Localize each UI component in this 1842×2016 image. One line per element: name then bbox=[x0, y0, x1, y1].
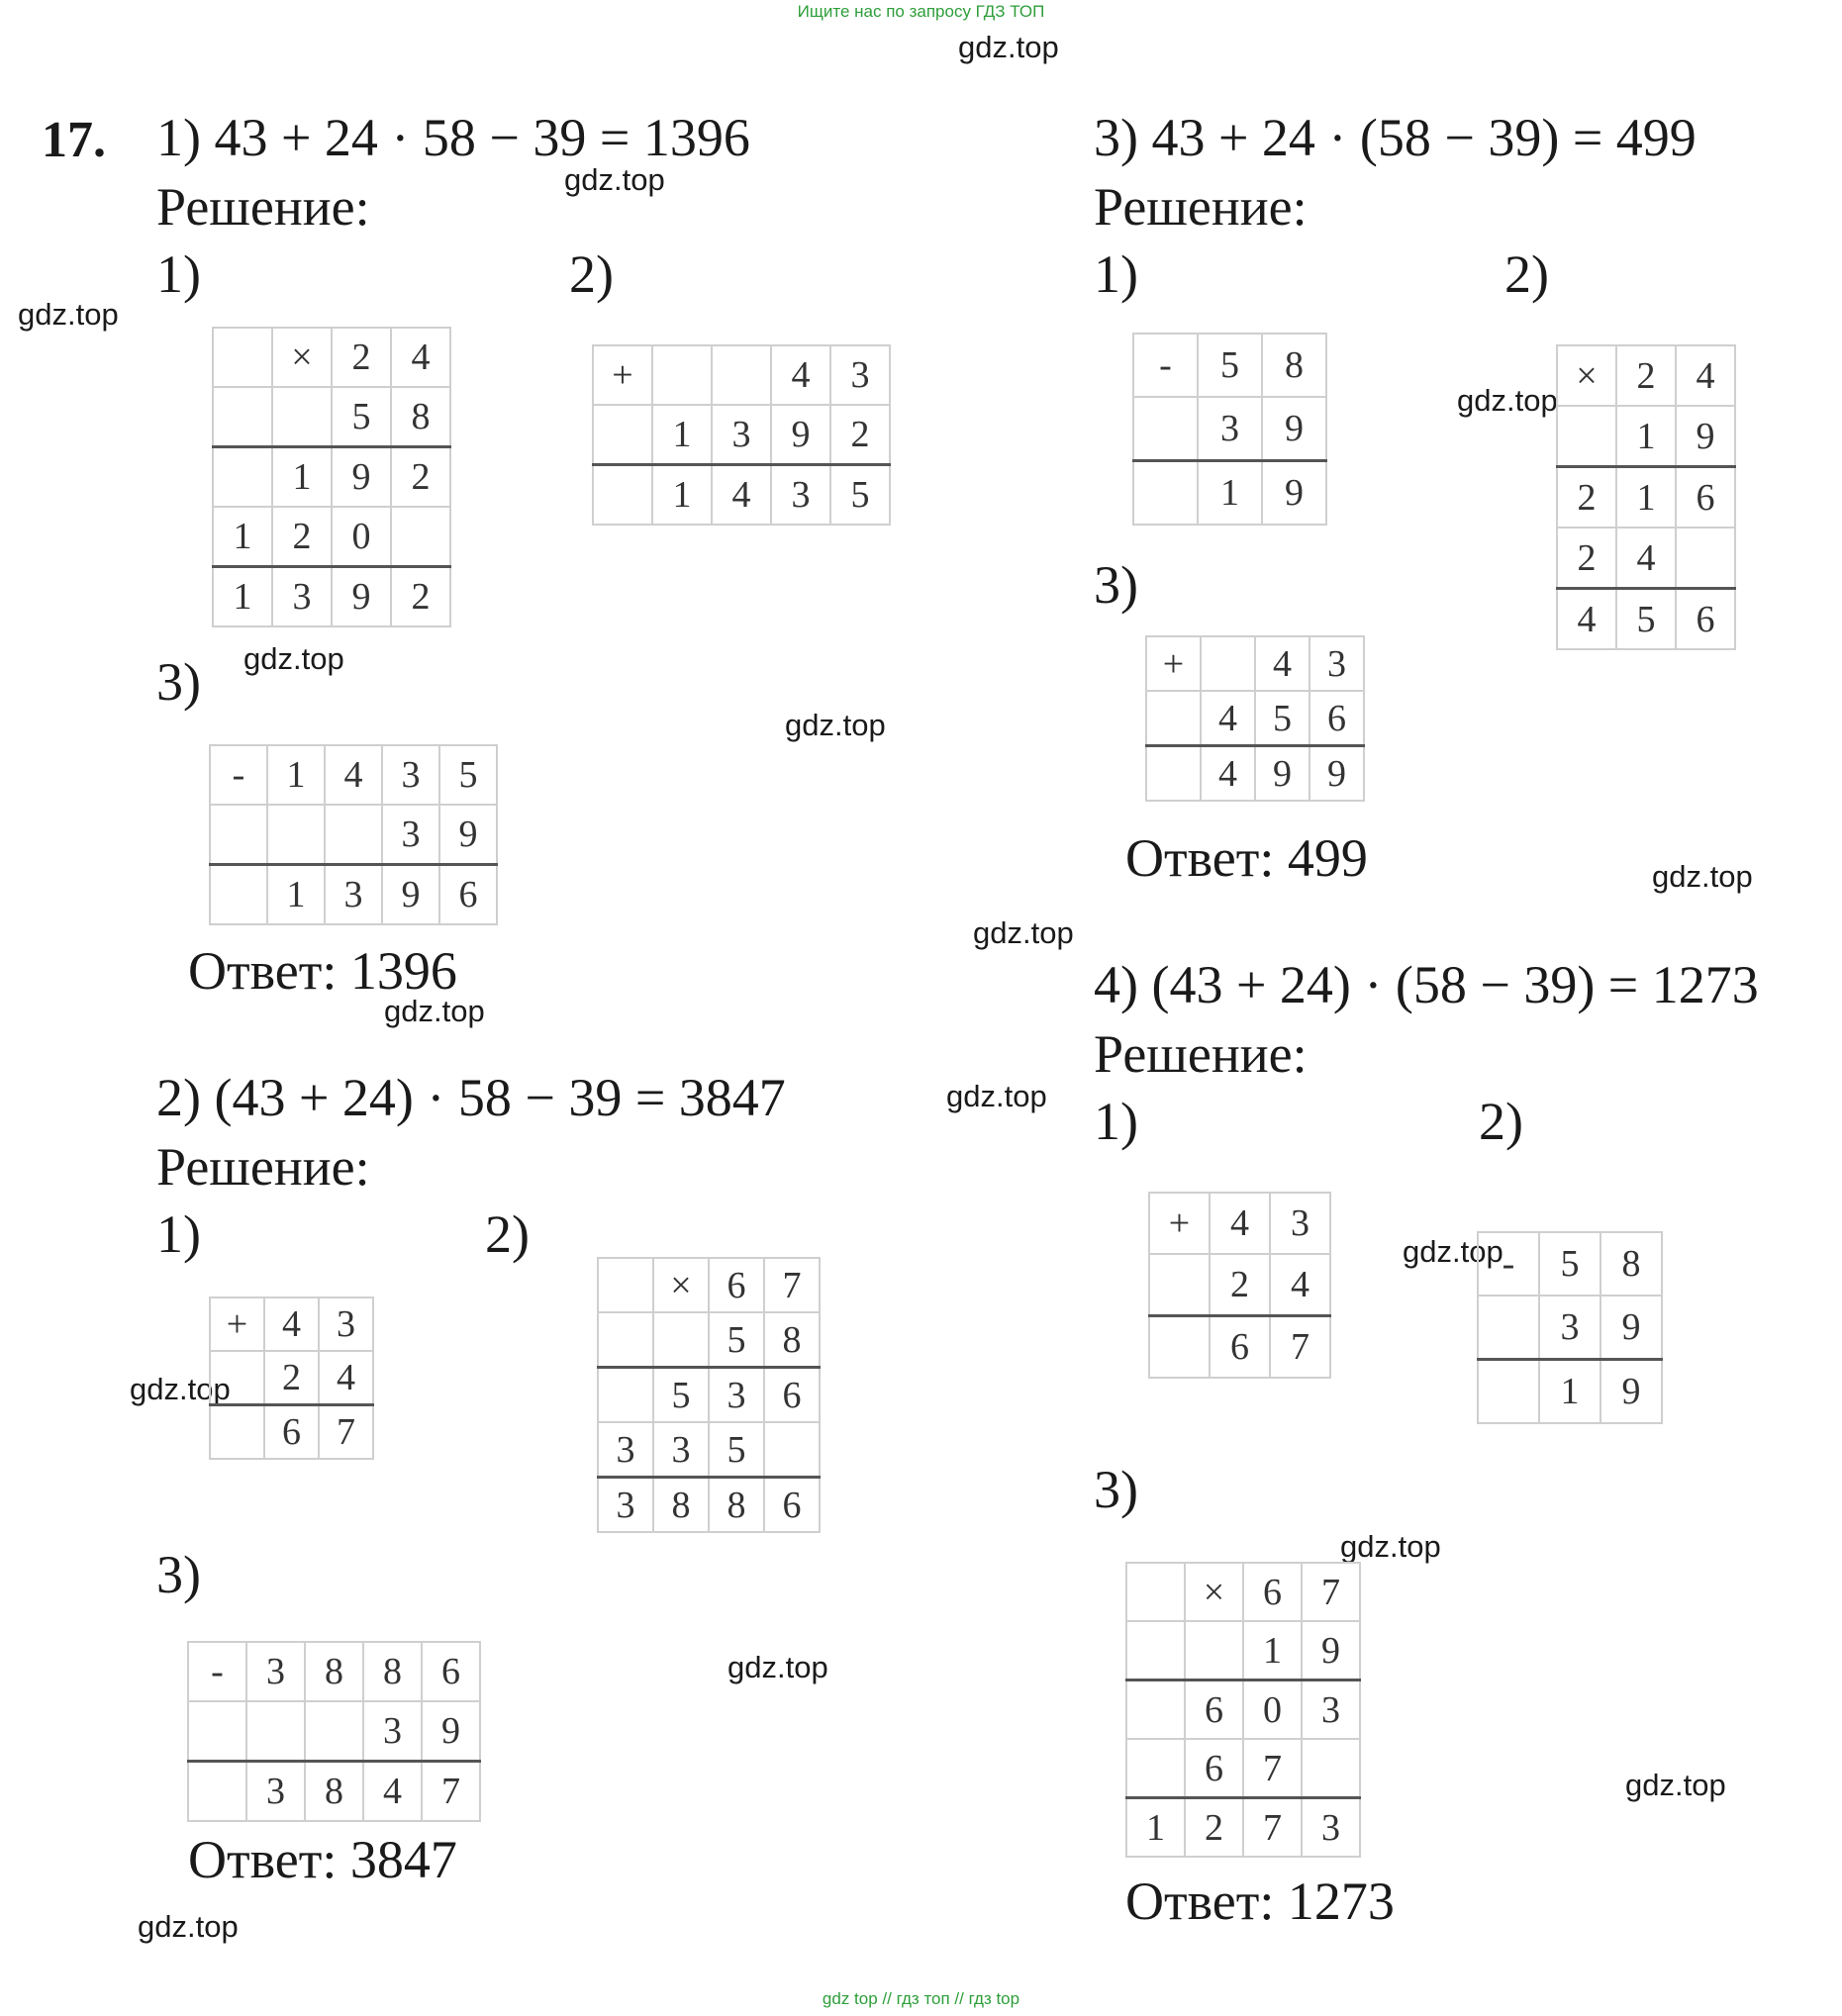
grid-cell bbox=[1149, 1316, 1210, 1379]
grid-cell: 6 bbox=[264, 1405, 319, 1460]
grid-cell: 6 bbox=[439, 865, 497, 925]
grid-cell bbox=[391, 507, 450, 567]
grid-cell: 2 bbox=[1210, 1254, 1270, 1316]
part4-step3-label: 3) bbox=[1094, 1460, 1138, 1519]
part4-step1-addition bbox=[1148, 1192, 1331, 1379]
grid-cell bbox=[188, 1701, 246, 1762]
grid-cell: 9 bbox=[771, 405, 830, 465]
grid-cell: 9 bbox=[332, 567, 391, 627]
part1-step3-subtraction bbox=[209, 744, 498, 925]
part4-answer: Ответ: 1273 bbox=[1125, 1872, 1395, 1931]
watermark: gdz.top bbox=[1340, 1529, 1441, 1564]
grid-cell: 3 bbox=[771, 465, 830, 526]
grid-cell: 5 bbox=[1198, 334, 1262, 397]
grid-cell: 9 bbox=[332, 447, 391, 508]
grid-cell: 1 bbox=[652, 405, 712, 465]
grid-cell: 3 bbox=[1302, 1798, 1360, 1858]
grid-cell: 9 bbox=[439, 805, 497, 865]
part1-step1-label: 1) bbox=[156, 244, 201, 304]
grid-cell: 8 bbox=[709, 1478, 764, 1533]
part2-step1-label: 1) bbox=[156, 1204, 201, 1264]
grid-cell: 7 bbox=[764, 1258, 820, 1312]
grid-cell: 6 bbox=[764, 1478, 820, 1533]
grid-cell: 6 bbox=[1676, 467, 1735, 528]
grid-cell: 3 bbox=[382, 745, 439, 805]
grid-cell: 6 bbox=[1185, 1739, 1243, 1798]
grid-cell: 5 bbox=[653, 1368, 709, 1423]
grid-cell: 4 bbox=[1557, 589, 1616, 650]
grid-cell: × bbox=[653, 1258, 709, 1312]
top-banner[interactable]: Ищите нас по запросу ГДЗ ТОП bbox=[797, 2, 1045, 21]
grid-cell: 1 bbox=[1243, 1621, 1302, 1680]
grid-cell: 5 bbox=[1255, 691, 1309, 746]
part3-step1-subtraction bbox=[1132, 333, 1327, 526]
part2-step2-label: 2) bbox=[485, 1204, 530, 1264]
grid-cell: - bbox=[210, 745, 267, 805]
grid-cell: 5 bbox=[709, 1422, 764, 1478]
watermark: gdz.top bbox=[1652, 859, 1753, 894]
grid-cell bbox=[1149, 1254, 1210, 1316]
grid-cell bbox=[1185, 1621, 1243, 1680]
grid-cell: 6 bbox=[1309, 691, 1364, 746]
grid-cell: 2 bbox=[830, 405, 890, 465]
grid-cell: 2 bbox=[391, 567, 450, 627]
grid-cell bbox=[1478, 1296, 1539, 1360]
part4-step1-label: 1) bbox=[1094, 1092, 1138, 1151]
watermark: gdz.top bbox=[130, 1372, 231, 1406]
grid-cell: 9 bbox=[1262, 461, 1326, 526]
grid-cell: 4 bbox=[319, 1351, 373, 1405]
grid-cell bbox=[593, 405, 652, 465]
watermark: gdz.top bbox=[18, 297, 119, 332]
watermark: gdz.top bbox=[1625, 1768, 1726, 1802]
grid-cell: 2 bbox=[264, 1351, 319, 1405]
grid-cell: × bbox=[1557, 345, 1616, 406]
part2-solution-label: Решение: bbox=[156, 1137, 370, 1197]
grid-cell: 8 bbox=[653, 1478, 709, 1533]
grid-cell: + bbox=[593, 345, 652, 405]
grid-cell bbox=[593, 465, 652, 526]
bottom-banner[interactable]: gdz top // гдз топ // гдз top bbox=[822, 1989, 1020, 2008]
grid-cell: 2 bbox=[332, 328, 391, 387]
part2-step1-addition bbox=[209, 1296, 374, 1460]
grid-cell bbox=[1676, 528, 1735, 589]
part2-equation: 2) (43 + 24) · 58 − 39 = 3847 bbox=[156, 1068, 786, 1127]
part1-step2-label: 2) bbox=[569, 244, 614, 304]
grid-cell bbox=[1133, 461, 1198, 526]
grid-cell: + bbox=[210, 1297, 264, 1351]
grid-cell: 5 bbox=[830, 465, 890, 526]
grid-cell: - bbox=[1133, 334, 1198, 397]
grid-cell: 3 bbox=[653, 1422, 709, 1478]
part3-step1-label: 1) bbox=[1094, 244, 1138, 304]
grid-cell bbox=[1133, 397, 1198, 461]
watermark: gdz.top bbox=[564, 162, 665, 197]
part4-step2-subtraction bbox=[1477, 1231, 1663, 1424]
grid-cell: 3 bbox=[246, 1762, 305, 1822]
grid-cell: 5 bbox=[709, 1312, 764, 1368]
grid-cell: 3 bbox=[272, 567, 332, 627]
grid-cell: 9 bbox=[1309, 746, 1364, 802]
grid-cell bbox=[305, 1701, 363, 1762]
part2-step3-subtraction bbox=[187, 1641, 481, 1822]
grid-cell: 3 bbox=[598, 1422, 653, 1478]
grid-cell: 7 bbox=[1243, 1798, 1302, 1858]
grid-cell: 2 bbox=[1185, 1798, 1243, 1858]
grid-cell: 4 bbox=[1210, 1193, 1270, 1254]
grid-cell: 4 bbox=[1255, 636, 1309, 691]
grid-cell bbox=[653, 1312, 709, 1368]
watermark: gdz.top bbox=[785, 708, 886, 742]
grid-cell: 6 bbox=[1185, 1680, 1243, 1740]
grid-cell: 3 bbox=[1302, 1680, 1360, 1740]
grid-cell: 8 bbox=[363, 1642, 422, 1701]
grid-cell bbox=[188, 1762, 246, 1822]
part1-solution-label: Решение: bbox=[156, 177, 370, 237]
grid-cell: 3 bbox=[1270, 1193, 1330, 1254]
grid-cell: 9 bbox=[422, 1701, 480, 1762]
grid-cell: 7 bbox=[1270, 1316, 1330, 1379]
grid-cell bbox=[213, 328, 272, 387]
grid-cell bbox=[210, 1351, 264, 1405]
part4-step3-multiplication bbox=[1125, 1562, 1361, 1858]
grid-cell: 3 bbox=[1198, 397, 1262, 461]
grid-cell: 8 bbox=[764, 1312, 820, 1368]
grid-cell bbox=[764, 1422, 820, 1478]
grid-cell: 9 bbox=[1600, 1360, 1662, 1424]
grid-cell: 6 bbox=[709, 1258, 764, 1312]
watermark: gdz.top bbox=[1457, 383, 1558, 418]
grid-cell bbox=[1146, 691, 1201, 746]
grid-cell: 2 bbox=[1616, 345, 1676, 406]
grid-cell bbox=[712, 345, 771, 405]
grid-cell bbox=[598, 1258, 653, 1312]
part1-step3-label: 3) bbox=[156, 652, 201, 712]
grid-cell: 8 bbox=[305, 1762, 363, 1822]
part2-step2-multiplication bbox=[597, 1257, 821, 1533]
grid-cell bbox=[213, 447, 272, 508]
grid-cell: 4 bbox=[1201, 746, 1255, 802]
grid-cell: 8 bbox=[305, 1642, 363, 1701]
grid-cell bbox=[1126, 1739, 1185, 1798]
grid-cell: × bbox=[1185, 1563, 1243, 1621]
grid-cell: 1 bbox=[652, 465, 712, 526]
grid-cell bbox=[210, 865, 267, 925]
grid-cell: 4 bbox=[712, 465, 771, 526]
grid-cell bbox=[213, 387, 272, 447]
grid-cell: 9 bbox=[1600, 1296, 1662, 1360]
grid-cell bbox=[1126, 1563, 1185, 1621]
grid-cell bbox=[246, 1701, 305, 1762]
grid-cell bbox=[325, 805, 382, 865]
grid-cell: 7 bbox=[319, 1405, 373, 1460]
grid-cell bbox=[1126, 1680, 1185, 1740]
grid-cell bbox=[1146, 746, 1201, 802]
grid-cell bbox=[598, 1312, 653, 1368]
grid-cell: 3 bbox=[598, 1478, 653, 1533]
grid-cell bbox=[1478, 1360, 1539, 1424]
task-number: 17. bbox=[42, 112, 106, 168]
grid-cell: 8 bbox=[1600, 1232, 1662, 1296]
grid-cell: 0 bbox=[1243, 1680, 1302, 1740]
grid-cell: 7 bbox=[1243, 1739, 1302, 1798]
watermark: gdz.top bbox=[138, 1909, 239, 1944]
part1-step1-multiplication bbox=[212, 327, 451, 627]
part4-step2-label: 2) bbox=[1479, 1092, 1523, 1151]
grid-cell: 1 bbox=[272, 447, 332, 508]
grid-cell: 2 bbox=[1557, 467, 1616, 528]
grid-cell: - bbox=[1478, 1232, 1539, 1296]
part2-step3-label: 3) bbox=[156, 1545, 201, 1604]
grid-cell: 4 bbox=[771, 345, 830, 405]
watermark: gdz.top bbox=[243, 641, 344, 676]
grid-cell: 2 bbox=[391, 447, 450, 508]
part1-step2-addition bbox=[592, 344, 891, 526]
grid-cell: 5 bbox=[332, 387, 391, 447]
grid-cell: 1 bbox=[1616, 467, 1676, 528]
grid-cell: 5 bbox=[1616, 589, 1676, 650]
grid-cell: 4 bbox=[1676, 345, 1735, 406]
part3-solution-label: Решение: bbox=[1094, 177, 1308, 237]
grid-cell: 1 bbox=[213, 567, 272, 627]
grid-cell: 1 bbox=[267, 865, 325, 925]
grid-cell: 8 bbox=[1262, 334, 1326, 397]
grid-cell: 4 bbox=[1270, 1254, 1330, 1316]
watermark: gdz.top bbox=[727, 1650, 828, 1684]
grid-cell: 3 bbox=[1539, 1296, 1600, 1360]
part3-step3-label: 3) bbox=[1094, 555, 1138, 615]
grid-cell: 6 bbox=[1210, 1316, 1270, 1379]
part3-step2-label: 2) bbox=[1504, 244, 1549, 304]
grid-cell: 9 bbox=[1676, 406, 1735, 467]
grid-cell: 7 bbox=[422, 1762, 480, 1822]
grid-cell: 3 bbox=[246, 1642, 305, 1701]
watermark: gdz.top bbox=[946, 1079, 1047, 1113]
grid-cell bbox=[1302, 1739, 1360, 1798]
grid-cell: 3 bbox=[363, 1701, 422, 1762]
grid-cell: 3 bbox=[712, 405, 771, 465]
part2-answer: Ответ: 3847 bbox=[188, 1830, 457, 1889]
grid-cell: 1 bbox=[1198, 461, 1262, 526]
grid-cell: 9 bbox=[1255, 746, 1309, 802]
grid-cell bbox=[598, 1368, 653, 1423]
grid-cell: 6 bbox=[764, 1368, 820, 1423]
part3-equation: 3) 43 + 24 · (58 − 39) = 499 bbox=[1094, 108, 1697, 167]
grid-cell: 1 bbox=[267, 745, 325, 805]
grid-cell: 5 bbox=[1539, 1232, 1600, 1296]
grid-cell: 4 bbox=[391, 328, 450, 387]
grid-cell: 2 bbox=[1557, 528, 1616, 589]
grid-cell: 2 bbox=[272, 507, 332, 567]
watermark: gdz.top bbox=[958, 30, 1059, 64]
grid-cell: 4 bbox=[1616, 528, 1676, 589]
grid-cell: 6 bbox=[1676, 589, 1735, 650]
grid-cell: 4 bbox=[325, 745, 382, 805]
grid-cell: 3 bbox=[382, 805, 439, 865]
grid-cell: 9 bbox=[382, 865, 439, 925]
grid-cell: 1 bbox=[1616, 406, 1676, 467]
grid-cell: - bbox=[188, 1642, 246, 1701]
grid-cell: 3 bbox=[830, 345, 890, 405]
grid-cell: 1 bbox=[1126, 1798, 1185, 1858]
grid-cell: 0 bbox=[332, 507, 391, 567]
grid-cell: 6 bbox=[422, 1642, 480, 1701]
grid-cell: 4 bbox=[363, 1762, 422, 1822]
watermark: gdz.top bbox=[384, 994, 485, 1028]
part3-step3-addition bbox=[1145, 635, 1365, 802]
grid-cell bbox=[1201, 636, 1255, 691]
watermark: gdz.top bbox=[973, 915, 1074, 950]
part3-step2-multiplication bbox=[1556, 344, 1736, 650]
grid-cell bbox=[1557, 406, 1616, 467]
grid-cell: 8 bbox=[391, 387, 450, 447]
grid-cell: 3 bbox=[709, 1368, 764, 1423]
grid-cell: 5 bbox=[439, 745, 497, 805]
grid-cell: 3 bbox=[1309, 636, 1364, 691]
grid-cell bbox=[267, 805, 325, 865]
grid-cell: 3 bbox=[319, 1297, 373, 1351]
grid-cell: 1 bbox=[213, 507, 272, 567]
grid-cell bbox=[210, 1405, 264, 1460]
watermark: gdz.top bbox=[1403, 1234, 1503, 1269]
grid-cell bbox=[652, 345, 712, 405]
part4-equation: 4) (43 + 24) · (58 − 39) = 1273 bbox=[1094, 955, 1759, 1014]
grid-cell: 9 bbox=[1262, 397, 1326, 461]
part1-answer: Ответ: 1396 bbox=[188, 941, 457, 1001]
grid-cell: 4 bbox=[1201, 691, 1255, 746]
part3-answer: Ответ: 499 bbox=[1125, 828, 1368, 888]
grid-cell: 7 bbox=[1302, 1563, 1360, 1621]
part1-equation: 1) 43 + 24 · 58 − 39 = 1396 bbox=[156, 108, 750, 167]
grid-cell: 4 bbox=[264, 1297, 319, 1351]
grid-cell: + bbox=[1149, 1193, 1210, 1254]
grid-cell: 1 bbox=[1539, 1360, 1600, 1424]
grid-cell: × bbox=[272, 328, 332, 387]
grid-cell: + bbox=[1146, 636, 1201, 691]
grid-cell bbox=[210, 805, 267, 865]
grid-cell bbox=[1126, 1621, 1185, 1680]
grid-cell: 6 bbox=[1243, 1563, 1302, 1621]
grid-cell: 3 bbox=[325, 865, 382, 925]
grid-cell bbox=[272, 387, 332, 447]
part4-solution-label: Решение: bbox=[1094, 1024, 1308, 1084]
grid-cell: 9 bbox=[1302, 1621, 1360, 1680]
